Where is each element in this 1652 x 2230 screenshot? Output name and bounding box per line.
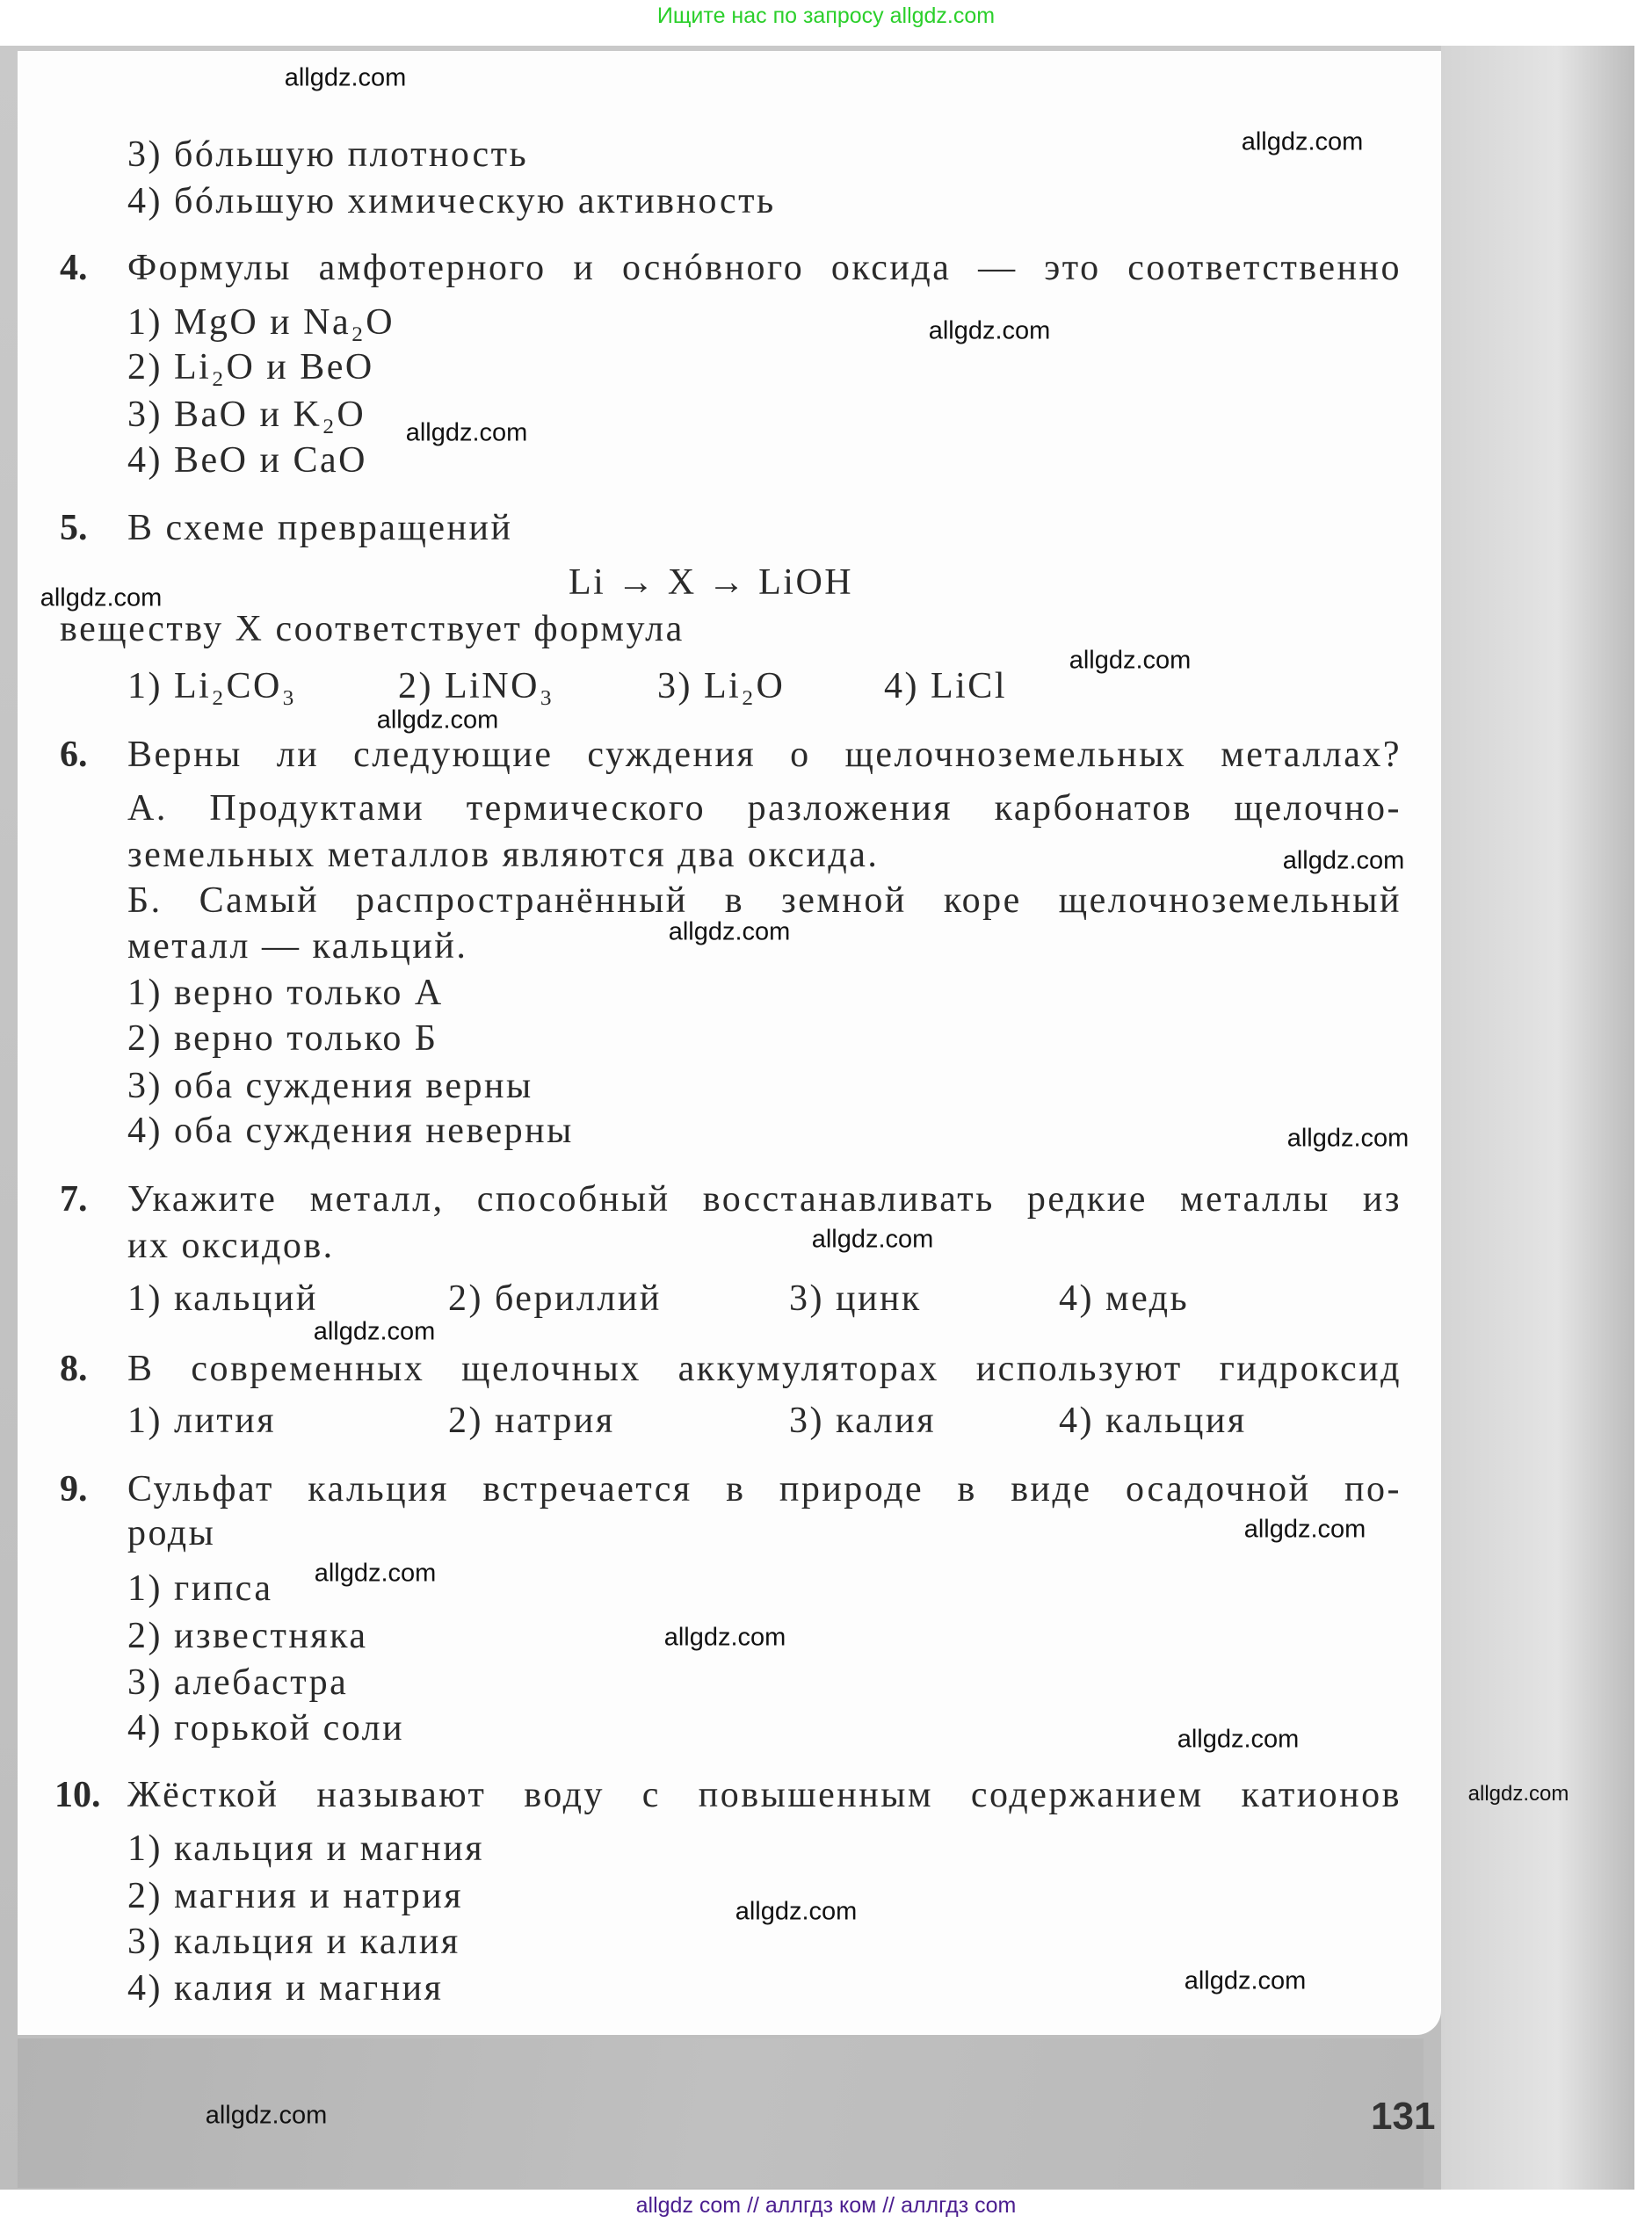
option: 2) LiNO₃	[398, 666, 555, 706]
option: 4) BeO и CaO	[127, 440, 367, 481]
watermark: allgdz.com	[1467, 1782, 1569, 1806]
watermark: allgdz.com	[314, 1559, 437, 1588]
watermark: allgdz.com	[663, 1623, 786, 1652]
option: 3) BaO и K₂O	[127, 395, 366, 435]
option: 2) Li₂O и BeO	[127, 347, 374, 387]
watermark: allgdz.com	[376, 706, 499, 735]
watermark: allgdz.com	[1177, 1725, 1300, 1754]
statement-b: металл — кальций.	[127, 926, 468, 967]
question-number: 10.	[54, 1775, 101, 1815]
option: 4) бóльшую химическую активность	[127, 181, 776, 221]
question-number: 5.	[60, 508, 88, 548]
option: 1) кальций	[127, 1278, 318, 1319]
page-number: 131	[1371, 2095, 1436, 2138]
option: 3) калия	[789, 1401, 937, 1441]
option: 1) кальция и магния	[127, 1828, 485, 1869]
option: 3) алебастра	[127, 1662, 349, 1703]
watermark: allgdz.com	[1243, 1515, 1366, 1544]
option: 3) Li₂O	[657, 666, 786, 706]
option: 4) кальция	[1059, 1401, 1247, 1441]
watermark: allgdz.com	[313, 1317, 436, 1346]
watermark: allgdz.com	[1184, 1966, 1307, 1995]
question-number: 9.	[60, 1469, 88, 1510]
option: 1) верно только А	[127, 973, 444, 1013]
statement-a: земельных металлов являются два оксида.	[127, 835, 880, 875]
top-banner: Ищите нас по запросу allgdz.com	[656, 4, 996, 28]
question-number: 8.	[60, 1349, 88, 1389]
question-text: Сульфат кальция встречается в природе в виде осадочной по-	[127, 1469, 1402, 1510]
watermark: allgdz.com	[735, 1897, 858, 1926]
option: 3) бóльшую плотность	[127, 134, 529, 175]
option: 2) бериллий	[448, 1278, 662, 1319]
watermark: allgdz.com	[284, 63, 407, 92]
watermark: allgdz.com	[1241, 127, 1364, 156]
question-text: В схеме превращений	[127, 508, 513, 548]
option: 1) лития	[127, 1401, 277, 1441]
option: 2) магния и натрия	[127, 1876, 464, 1916]
option: 2) натрия	[448, 1401, 615, 1441]
question-text: Верны ли следующие суждения о щелочноземельных металлах?	[127, 735, 1402, 775]
watermark: allgdz.com	[1286, 1124, 1409, 1153]
question-text: В современных щелочных аккумуляторах используют гидроксид	[127, 1349, 1402, 1389]
option: 1) MgO и Na₂O	[127, 302, 395, 343]
watermark: allgdz.com	[668, 917, 791, 946]
watermark: allgdz.com	[1282, 846, 1405, 875]
option: 4) оба суждения неверны	[127, 1111, 574, 1151]
option: 4) калия и магния	[127, 1968, 444, 2009]
question-text: Укажите металл, способный восстанавливать редкие металлы из	[127, 1179, 1402, 1220]
option: 2) известняка	[127, 1616, 368, 1656]
watermark: allgdz.com	[405, 418, 528, 447]
question-text: Жёсткой называют воду с повышенным содержанием катионов	[127, 1775, 1402, 1815]
watermark: allgdz.com	[811, 1225, 934, 1254]
watermark: allgdz.com	[40, 583, 163, 612]
question-text: веществу X соответствует формула	[60, 609, 685, 649]
question-text: роды	[127, 1513, 216, 1553]
option: 4) медь	[1059, 1278, 1190, 1319]
scan-right-edge	[1441, 46, 1634, 2190]
option: 4) горькой соли	[127, 1708, 405, 1749]
reaction-scheme: Li → X → LiOH	[569, 562, 854, 603]
option: 4) LiCl	[884, 666, 1007, 706]
question-text: Формулы амфотерного и оснóвного оксида — это соответственно	[127, 248, 1402, 288]
option: 1) Li₂CO₃	[127, 666, 297, 706]
question-number: 4.	[60, 248, 88, 288]
option: 3) цинк	[789, 1278, 922, 1319]
question-number: 7.	[60, 1179, 88, 1220]
option: 3) оба суждения верны	[127, 1066, 533, 1106]
question-text: их оксидов.	[127, 1226, 335, 1266]
option: 1) гипса	[127, 1568, 273, 1609]
statement-a: А. Продуктами термического разложения карбонатов щелочно-	[127, 788, 1402, 829]
question-number: 6.	[60, 735, 88, 775]
watermark: allgdz.com	[1069, 646, 1192, 675]
option: 2) верно только Б	[127, 1018, 438, 1059]
watermark: allgdz.com	[205, 2101, 328, 2130]
bottom-banner: allgdz com // аллгдз ком // аллгдз com	[635, 2193, 1017, 2218]
statement-b: Б. Самый распространённый в земной коре щелочноземельный	[127, 880, 1402, 921]
watermark: allgdz.com	[928, 316, 1051, 345]
option: 3) кальция и калия	[127, 1922, 460, 1962]
